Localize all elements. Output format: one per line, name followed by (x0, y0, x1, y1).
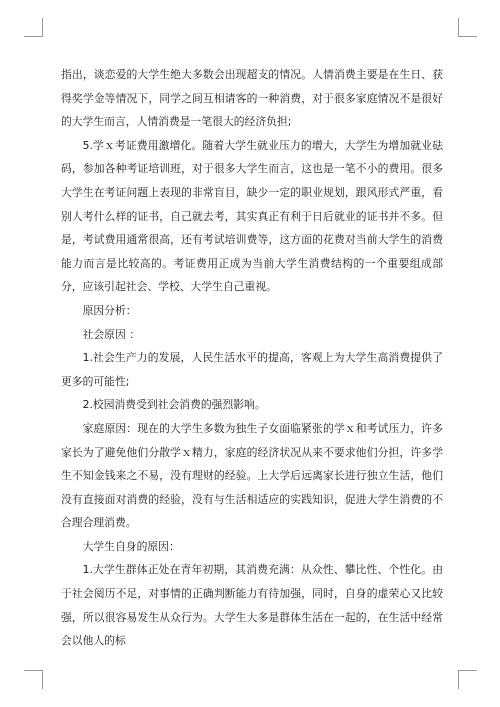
paragraph: 社会原因 ： (82, 327, 141, 341)
document-body (61, 63, 443, 653)
paragraph: 5.学ｘ考证费用激增化。随着大学生就业压力的增大，大学生为增加就业砝码，参加各种考证培训班，对于很多大学生而言，这也是一笔不小的费用。很多大学生在考证问题上表现的非常盲目，缺少一定的职业规划，跟风形式严重，看别人考什么样的证书，自己就去考，其实真正有利于日后就业的证书并不多。但是，考试费用通常很高，还有考试培训费等，这方面的花费对当前大学生的消费能力而言是比较高的。考证费用正成为当前大学生消费结构的一个重要组成部分，应该引起社会、学校、大学生自己重视。 (61, 138, 443, 294)
crop-mark-bottom-right (458, 670, 477, 689)
paragraph: 1.大学生群体正处在青年初期，其消费充满：从众性、攀比性、个性化。由于社会阅历不足，对事情的正确判断能力有待加强，同时，自身的虚荣心又比较强，所以很容易发生从众行为。大学生大多是群体生活在一起的，在生活中经常会以他人的标 (61, 563, 443, 648)
paragraph: 家庭原因：现在的大学生多数为独生子女面临紧张的学ｘ和考试压力，许多家长为了避免他们分散学ｘ精力，家庭的经济状况从来不要求他们分担，许多学生不知金钱来之不易，没有理财的经验。上大学后远离家长进行独立生活，他们没有直接面对消费的经验，没有与生活相适应的实践知识，促进大学生消费的不合理合理消费。 (61, 421, 443, 530)
paragraph: 2.校园消费受到社会消费的强烈影响。 (82, 398, 266, 412)
crop-mark-top-right (458, 18, 477, 37)
paragraph: 1.社会生产力的发展，人民生活水平的提高，客观上为大学生高消费提供了更多的可能性; (61, 351, 443, 388)
crop-mark-bottom-left (24, 670, 43, 689)
crop-mark-top-left (24, 18, 43, 37)
paragraph: 原因分析： (82, 303, 137, 317)
paragraph: 大学生自身的原因： (82, 539, 180, 553)
paragraph: 指出，谈恋爱的大学生绝大多数会出现超支的情况。人情消费主要是在生日、获得奖学金等情况下，同学之间互相请客的一种消费，对于很多家庭情况不是很好的大学生而言，人情消费是一笔很大的经济负担; (61, 68, 443, 129)
